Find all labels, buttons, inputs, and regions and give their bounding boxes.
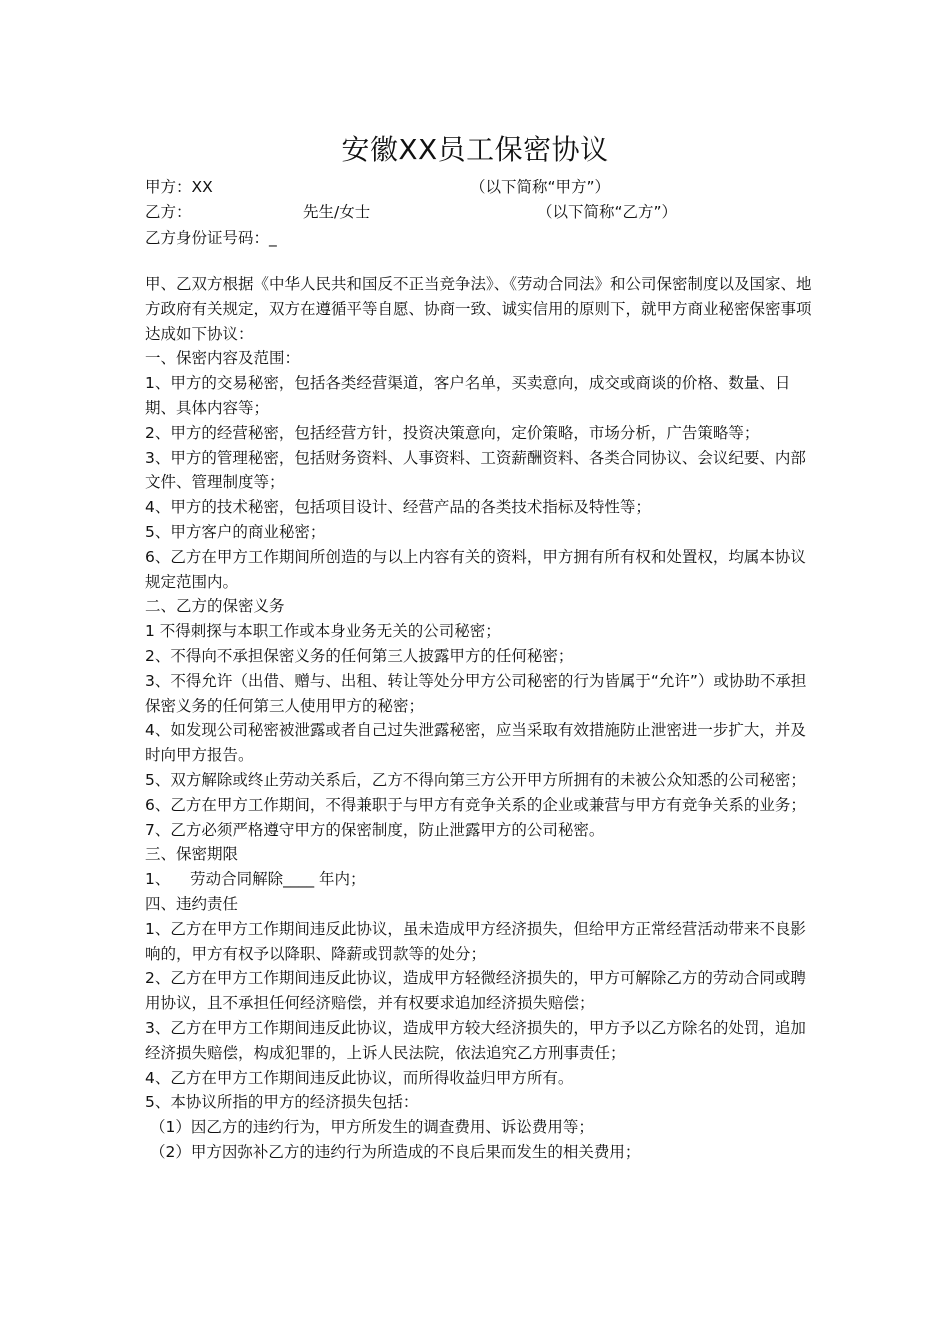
clause: 6、乙方在甲方工作期间，不得兼职于与甲方有竞争关系的企业或兼营与甲方有竞争关系的业务； <box>145 795 806 814</box>
clause: 4、如发现公司秘密被泄露或者自己过失泄露秘密，应当采取有效措施防止泄密进一步扩大，并及时向甲方报告。 <box>145 721 806 765</box>
intro-paragraph: 甲、乙双方根据《中华人民共和国反不正当竞争法》、《劳动合同法》和公司保密制度以及国家、地方政府有关规定，双方在遵循平等自愿、协商一致、诚实信用的原则下，就甲方商业秘密保密事项达成如下协议： <box>145 275 812 343</box>
clause: 1、 劳动合同解除____ 年内； <box>145 870 366 889</box>
document-title: 安徽XX员工保密协议 <box>341 133 609 166</box>
clause: 3、乙方在甲方工作期间违反此协议，造成甲方较大经济损失的，甲方予以乙方除名的处罚，追加经济损失赔偿，构成犯罪的，上诉人民法院，依法追究乙方刑事责任； <box>145 1018 806 1062</box>
clause: 1 不得刺探与本职工作或本身业务无关的公司秘密； <box>145 622 501 641</box>
section-heading: 二、乙方的保密义务 <box>145 597 285 616</box>
clause: 2、不得向不承担保密义务的任何第三人披露甲方的任何秘密； <box>145 646 574 665</box>
clause: 7、乙方必须严格遵守甲方的保密制度，防止泄露甲方的公司秘密。 <box>145 820 605 839</box>
clause: 2、乙方在甲方工作期间违反此协议，造成甲方轻微经济损失的，甲方可解除乙方的劳动合同或聘用协议，且不承担任何经济赔偿，并有权要求追加经济损失赔偿； <box>145 969 806 1013</box>
clause: 5、双方解除或终止劳动关系后，乙方不得向第三方公开甲方所拥有的未被公众知悉的公司秘密； <box>145 770 806 789</box>
party-b-note: （以下简称“乙方”） <box>537 203 678 221</box>
sub-clause: （1）因乙方的违约行为，甲方所发生的调查费用、诉讼费用等； <box>150 1118 594 1137</box>
agreement-body <box>145 272 813 1165</box>
clause: 4、乙方在甲方工作期间违反此协议，而所得收益归甲方所有。 <box>145 1068 574 1087</box>
clause: 2、甲方的经营秘密，包括经营方针，投资决策意向，定价策略，市场分析，广告策略等； <box>145 423 760 442</box>
sub-clause: （2）甲方因弥补乙方的违约行为所造成的不良后果而发生的相关费用； <box>150 1142 641 1161</box>
clause: 6、乙方在甲方工作期间所创造的与以上内容有关的资料，甲方拥有所有权和处置权，均属本协议规定范围内。 <box>145 547 806 591</box>
clause: 5、本协议所指的甲方的经济损失包括： <box>145 1093 419 1112</box>
party-b-line <box>145 199 825 225</box>
section-heading: 三、保密期限 <box>145 845 239 864</box>
clause: 1、乙方在甲方工作期间违反此协议，虽未造成甲方经济损失，但给甲方正常经营活动带来不良影响的，甲方有权予以降职、降薪或罚款等的处分； <box>145 919 806 963</box>
clause: 1、甲方的交易秘密，包括各类经营渠道，客户名单，买卖意向，成交或商谈的价格、数量、日期、具体内容等； <box>145 374 791 417</box>
party-a-label: 甲方：XX <box>145 178 213 196</box>
section-heading: 一、保密内容及范围： <box>145 349 301 368</box>
clause: 4、甲方的技术秘密，包括项目设计、经营产品的各类技术指标及特性等； <box>145 498 651 517</box>
party-a-note: （以下简称“甲方”） <box>470 178 611 196</box>
party-b-label: 乙方： <box>145 203 192 221</box>
clause: 3、不得允许（出借、赠与、出租、转让等处分甲方公司秘密的行为皆属于“允许”）或协助不承担保密义务的任何第三人使用甲方的秘密； <box>145 671 807 715</box>
id-number-label: 乙方身份证号码：_ <box>145 229 277 247</box>
id-number-line <box>145 225 825 251</box>
clause: 3、甲方的管理秘密，包括财务资料、人事资料、工资薪酬资料、各类合同协议、会议纪要、内部文件、管理制度等； <box>145 448 806 492</box>
clause: 5、甲方客户的商业秘密； <box>145 522 326 541</box>
party-a-line <box>145 174 825 200</box>
section-heading: 四、违约责任 <box>145 894 239 913</box>
party-b-title: 先生/女士 <box>303 203 371 221</box>
